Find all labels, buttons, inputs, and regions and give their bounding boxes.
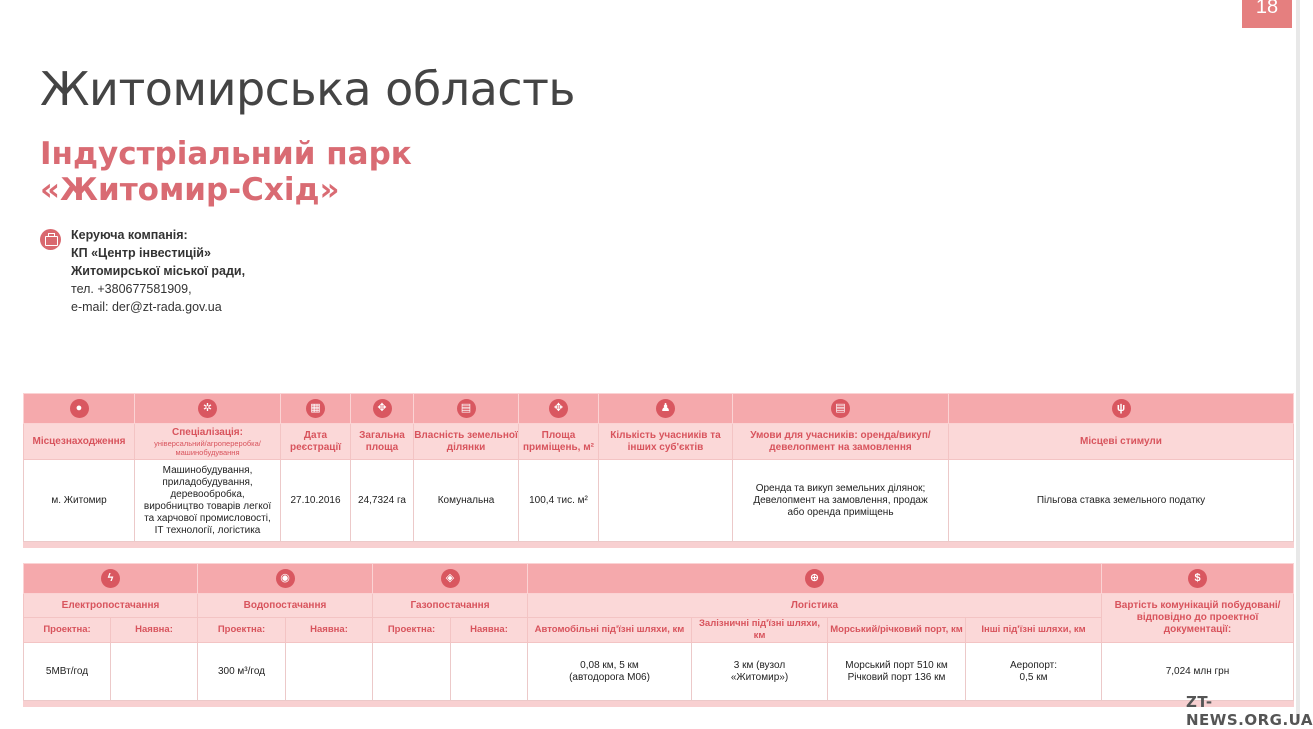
globe-icon: ⊕	[805, 569, 824, 588]
cell-gas-design	[373, 643, 451, 701]
page-edge	[1296, 0, 1300, 719]
subheader-electricity-existing: Наявна:	[111, 618, 198, 643]
park-title	[40, 136, 412, 208]
cell-gas-existing	[451, 643, 528, 701]
management-phone: тел. +380677581909,	[71, 282, 192, 296]
water-drop-icon: ◉	[276, 569, 295, 588]
header-row	[24, 594, 1294, 618]
header-premises-area: Площа приміщень, м²	[519, 424, 599, 460]
briefcase-icon	[40, 229, 61, 250]
header-specialization-note: універсальний/агропереробка/ машинобудування	[154, 438, 261, 457]
calendar-icon: ▦	[306, 399, 325, 418]
cell-location: м. Житомир	[24, 460, 135, 542]
header-conditions: Умови для учасників: оренда/викуп/девелопмент на замовлення	[733, 424, 949, 460]
table-row	[24, 643, 1294, 701]
table-row	[24, 460, 1294, 542]
header-specialization	[135, 424, 281, 460]
header-specialization-label: Спеціалізація:	[172, 426, 243, 438]
management-company: КП «Центр інвестицій»	[71, 246, 211, 260]
cell-specialization: Машинобудування, приладобудування, деревообробка, виробництво товарів легкої та харчової промисловості, ІТ технології, логістика	[135, 460, 281, 542]
management-email: e-mail: der@zt-rada.gov.ua	[71, 300, 222, 314]
header-participants: Кількість учасників та інших суб'єктів	[599, 424, 733, 460]
cell-participants	[599, 460, 733, 542]
cell-land-ownership: Комунальна	[414, 460, 519, 542]
cell-roads: 0,08 км, 5 км (автодорога М06)	[528, 643, 692, 701]
icon-row	[24, 394, 1294, 424]
park-title-line2: «Житомир-Схід»	[40, 172, 340, 208]
flame-icon: ◈	[441, 569, 460, 588]
page-number: 18	[1242, 0, 1292, 28]
header-electricity: Електропостачання	[24, 594, 198, 618]
management-info	[71, 226, 245, 316]
watermark: ZT-NEWS.ORG.UA	[1186, 693, 1313, 729]
cell-registration-date: 27.10.2016	[281, 460, 351, 542]
subheader-water-design: Проектна:	[198, 618, 286, 643]
header-local-incentives: Місцеві стимули	[949, 424, 1294, 460]
cell-railways: 3 км (вузол «Житомир»)	[692, 643, 828, 701]
lightning-icon: ϟ	[101, 569, 120, 588]
management-label: Керуюча компанія:	[71, 228, 188, 242]
cell-cost: 7,024 млн грн	[1102, 643, 1294, 701]
header-land-ownership: Власність земельної ділянки	[414, 424, 519, 460]
header-registration-date: Дата реєстрації	[281, 424, 351, 460]
cell-water-existing	[286, 643, 373, 701]
park-info-table	[23, 393, 1294, 548]
cell-total-area: 24,7324 га	[351, 460, 414, 542]
cell-port: Морський порт 510 км Річковий порт 136 км	[828, 643, 966, 701]
expand-arrows-icon: ✥	[549, 399, 568, 418]
dollar-icon: $	[1188, 569, 1207, 588]
document-icon: ▤	[831, 399, 850, 418]
expand-arrows-icon: ✥	[373, 399, 392, 418]
subheader-port: Морський/річковий порт, км	[828, 618, 966, 643]
location-pin-icon: ●	[70, 399, 89, 418]
management-company-line2: Житомирської міської ради,	[71, 264, 246, 278]
cell-local-incentives: Пільгова ставка земельного податку	[949, 460, 1294, 542]
cell-water-design: 300 м³/год	[198, 643, 286, 701]
table-bottom-bar	[24, 542, 1294, 548]
icon-row	[24, 564, 1294, 594]
subheader-water-existing: Наявна:	[286, 618, 373, 643]
cell-electricity-existing	[111, 643, 198, 701]
subheader-railways: Залізничні під'їзні шляхи, км	[692, 618, 828, 643]
header-gas: Газопостачання	[373, 594, 528, 618]
header-location: Місцезнаходження	[24, 424, 135, 460]
cell-premises-area: 100,4 тис. м²	[519, 460, 599, 542]
cell-other: Аеропорт: 0,5 км	[966, 643, 1102, 701]
cell-conditions: Оренда та викуп земельних ділянок; Девелопмент на замовлення, продаж або оренда приміщень	[733, 460, 949, 542]
header-cost: Вартість комунікацій побудовані/ відповідно до проектної документації:	[1102, 594, 1294, 643]
header-logistics: Логістика	[528, 594, 1102, 618]
subheader-other: Інші під'їзні шляхи, км	[966, 618, 1102, 643]
header-row	[24, 424, 1294, 460]
table-bottom-bar	[24, 701, 1294, 707]
subheader-gas-design: Проектна:	[373, 618, 451, 643]
cell-electricity-design: 5МВт/год	[24, 643, 111, 701]
header-water: Водопостачання	[198, 594, 373, 618]
park-title-line1: Індустріальний парк	[40, 136, 412, 172]
subheader-gas-existing: Наявна:	[451, 618, 528, 643]
gear-icon: ✲	[198, 399, 217, 418]
region-title: Житомирська область	[40, 62, 575, 116]
document-icon: ▤	[457, 399, 476, 418]
subheader-roads: Автомобільні під'їзні шляхи, км	[528, 618, 692, 643]
person-icon: ♟	[656, 399, 675, 418]
subheader-electricity-design: Проектна:	[24, 618, 111, 643]
header-total-area: Загальна площа	[351, 424, 414, 460]
infrastructure-table	[23, 563, 1294, 707]
fork-knife-icon: ψ	[1112, 399, 1131, 418]
